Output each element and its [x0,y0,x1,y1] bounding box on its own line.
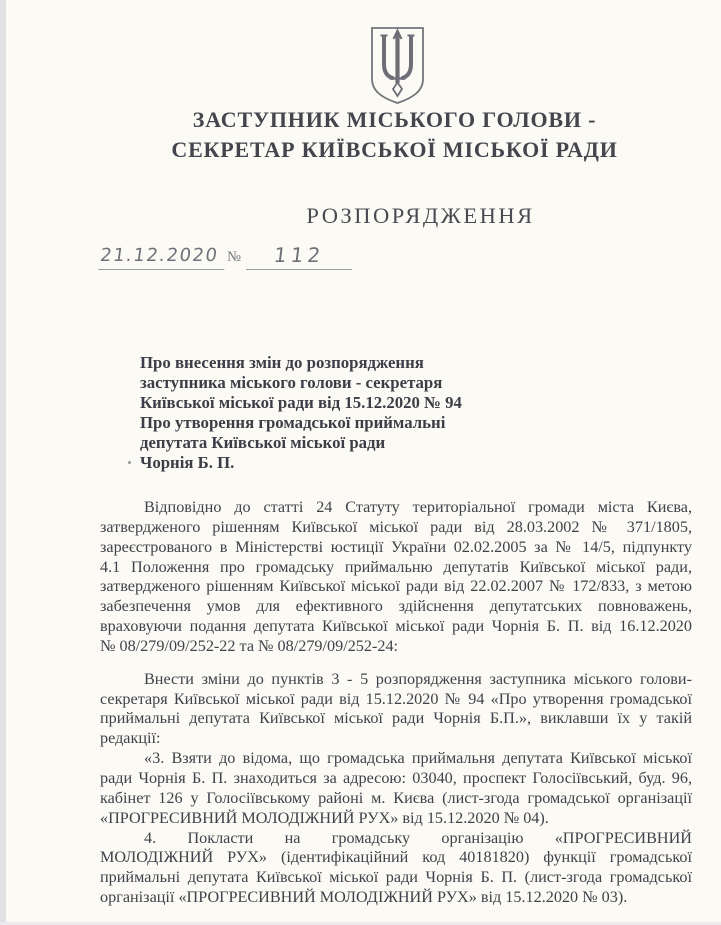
body-line: «3. Взяти до відома, що громадська приймальня депутата Київської міської [144,749,692,768]
body-line: затвердженого рішенням Київської міської ради від 22.02.2007 № 172/833, з метою [100,577,692,596]
subject-line: депутата Київської міської ради [140,432,386,452]
body-line: затвердженого рішенням Київської міської ради від 28.03.2002 № 371/1805, [100,517,692,536]
date-number-fill-line [100,243,352,270]
body-line: 4.1 Положення про громадську приймальню депутатів Київської міської ради, [100,557,692,576]
number-sign: № [227,249,241,265]
body-line: редакції: [100,729,161,748]
body-line: 4. Покласти на громадську організацію «ПРОГРЕСИВНИЙ [144,828,692,847]
subject-block [140,353,550,472]
handwritten-date: 21.12.2020 [98,245,228,270]
body-line: МОЛОДІЖНИЙ РУХ» (ідентифікаційний код 40181820) функції громадської [100,848,692,867]
document-type-title: РОЗПОРЯДЖЕННЯ [306,203,535,228]
subject-line: Київської міської ради від 15.12.2020 № 94 [140,392,462,412]
body-line: приймальні депутата Київської міської ради Чорнія Б. П. (лист-згода громадської [100,868,692,887]
body-line: секретаря Київської міської ради від 15.12.2020 № 94 «Про утворення громадської [100,689,692,708]
letterhead-line2: СЕКРЕТАР КИЇВСЬКОЇ МІСЬКОЇ РАДИ [171,137,618,162]
subject-line: заступника міського голови - секретаря [140,372,443,392]
body-line: організації «ПРОГРЕСИВНИЙ МОЛОДІЖНИЙ РУХ» від 15.12.2020 № 03). [100,888,628,907]
body-line: забезпечення умов для ефективного здійснення депутатських повноважень, [100,597,692,616]
subject-line: Про внесення змін до розпорядження [140,353,424,372]
body-line: № 08/279/09/252-22 та № 08/279/09/252-24: [100,636,399,655]
body-line: кабінет 126 у Голосіївському районі м. Києва (лист-згода громадської організації [100,788,692,807]
body-line: зареєстрованого в Міністерстві юстиції України 02.02.2005 за № 14/5, підпункту [100,537,692,556]
body-paragraph [100,498,692,657]
number-underline [246,243,352,270]
scan-edge-artifact-left [0,0,6,925]
body-line: «ПРОГРЕСИВНИЙ МОЛОДІЖНИЙ РУХ» від 15.12.2020 № 04). [100,808,549,827]
body-text [100,498,692,908]
subject-line: Чорнія Б. П. [140,452,235,472]
body-paragraph [100,829,692,908]
body-line: враховуючи подання депутата Київської міської ради Чорнія Б. П. від 16.12.2020 [100,617,692,636]
letterhead-office-title [72,105,717,165]
body-line: приймальні депутата Київської міської ради Чорнія Б.П.», виклавши їх у такій [100,709,692,728]
body-line: Внести зміни до пунктів 3 - 5 розпорядження заступника міського голови- [144,669,692,688]
letterhead-line1: ЗАСТУПНИК МІСЬКОГО ГОЛОВИ - [192,107,597,132]
scan-dot-artifact [128,461,131,464]
body-paragraph [100,670,692,749]
body-line: Відповідно до статті 24 Статуту територіальної громади міста Києва, [144,498,692,516]
handwritten-number: 112 [272,243,326,267]
ukraine-trident-emblem-icon [369,26,426,105]
subject-line: Про утворення громадської приймальні [140,412,446,432]
body-paragraph [100,749,692,828]
body-line: ради Чорнія Б. П. знаходиться за адресою: 03040, проспект Голосіївський, буд. 96, [100,768,692,787]
